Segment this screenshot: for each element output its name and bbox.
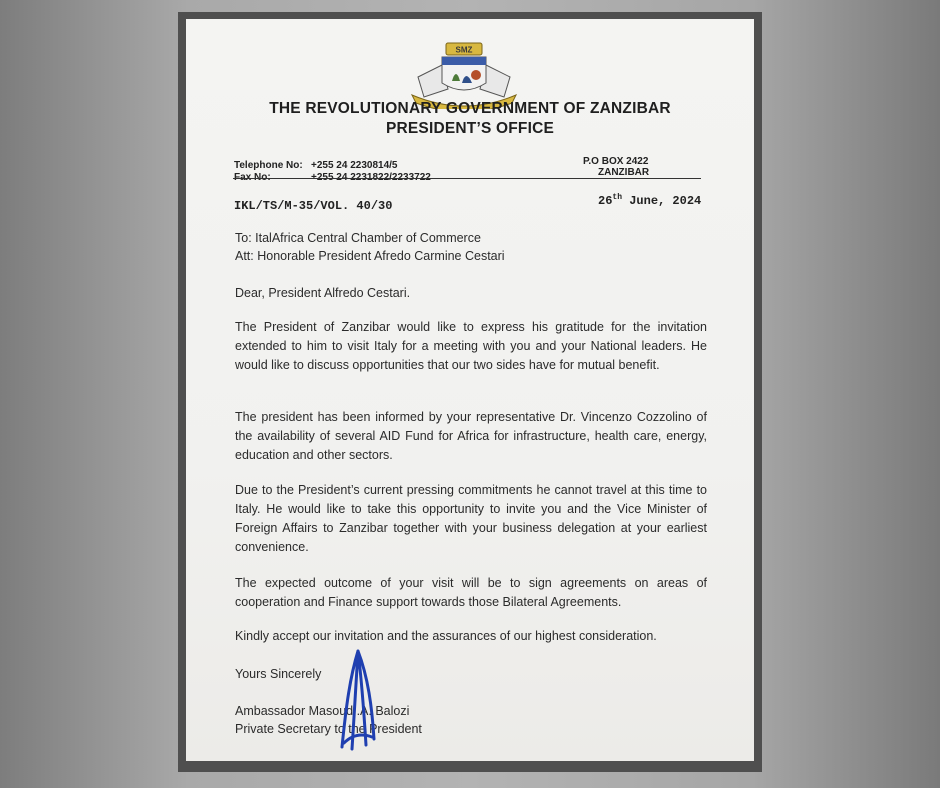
telephone-number: +255 24 2230814/5 <box>311 160 398 171</box>
handwritten-signature <box>332 647 382 751</box>
salutation: Dear, President Alfredo Cestari. <box>235 286 411 300</box>
office-title: PRESIDENT’S OFFICE <box>385 120 555 137</box>
paragraph-aid-fund: The president has been informed by your representative Dr. Vincenzo Cozzolino of the availability of several AID Fund for Africa for infrastructure, health care, energy, education and other sectors. <box>235 410 707 462</box>
paragraph-closing-remarks: Kindly accept our invitation and the assurances of our highest consideration. <box>235 629 657 643</box>
recipient-line: To: ItalAfrica Central Chamber of Commerce <box>235 231 481 245</box>
letter-date: 26th June, 2024 <box>598 193 702 208</box>
signatory-name: Ambassador Masoud .A. Balozi <box>235 704 410 718</box>
paragraph-invitation: Due to the President’s current pressing commitments he cannot travel at this time to Italy. He would like to take this opportunity to invite you and the Vice Minister of Foreign Affairs to Zanzibar together with your business delegation at your earliest convenience. <box>235 483 707 554</box>
paragraph-gratitude: The President of Zanzibar would like to express his gratitude for the invitation extended to him to visit Italy for a meeting with you and your National leaders. He would like to discuss opportunities that our two sides have for mutual benefit. <box>235 320 707 372</box>
paragraph-expected-outcome: The expected outcome of your visit will be to sign agreements on areas of cooperation and Finance support towards those Bilateral Agreements. <box>235 576 707 609</box>
po-box: P.O BOX 2422 <box>583 156 649 167</box>
attention-line: Att: Honorable President Afredo Carmine Cestari <box>235 249 505 263</box>
city-name: ZANZIBAR <box>598 167 650 178</box>
government-title: THE REVOLUTIONARY GOVERNMENT OF ZANZIBAR <box>269 100 671 117</box>
closing-phrase: Yours Sincerely <box>235 667 322 681</box>
signatory-title: Private Secretary to the President <box>235 722 422 736</box>
telephone-label: Telephone No: <box>234 160 303 171</box>
letter-page <box>186 19 754 761</box>
coat-of-arms-emblem <box>402 37 526 109</box>
reference-number: IKL/TS/M-35/VOL. 40/30 <box>234 199 393 213</box>
crest-lettering: SMZ <box>455 45 473 55</box>
header-divider <box>233 178 701 179</box>
